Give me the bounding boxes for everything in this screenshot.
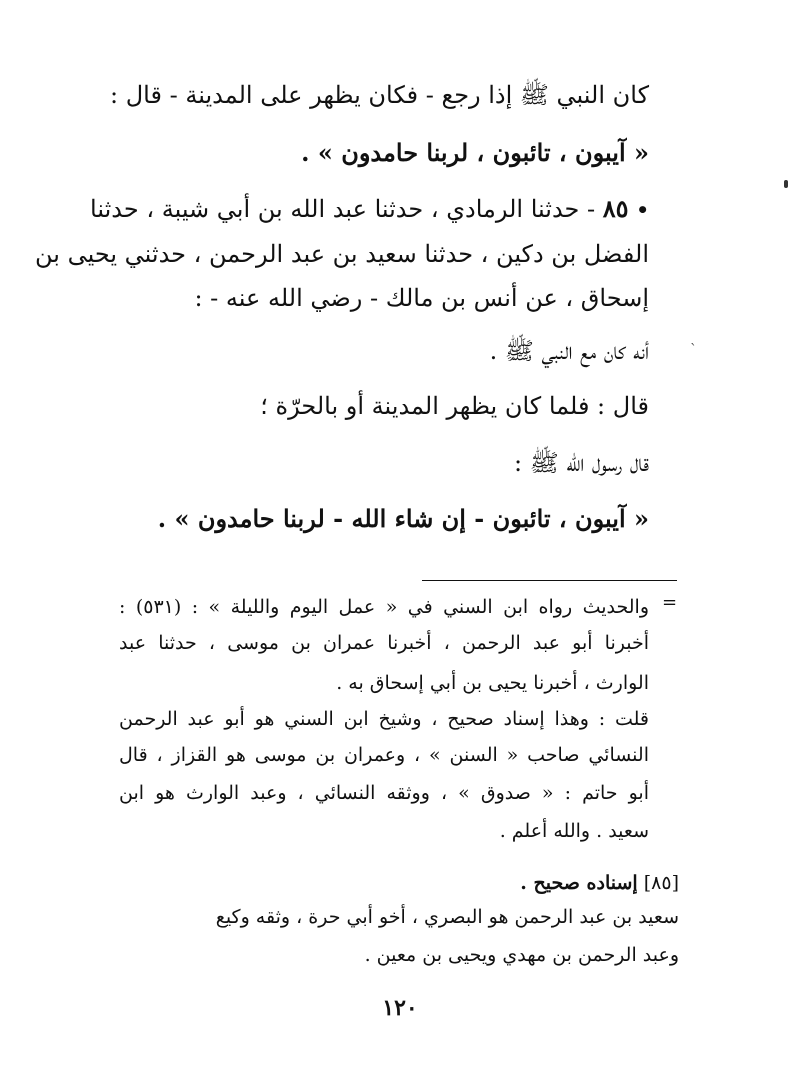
footnote-1-line-7: سعيد . والله أعلم . — [499, 820, 649, 842]
footnote-separator — [422, 580, 677, 581]
hadith-85-line-5: قال : فلما كان يظهر المدينة أو بالحرّة ؛ — [260, 392, 649, 420]
footnote-1-line-3: الوارث ، أخبرنا يحيى بن أبي إسحاق به . — [336, 672, 649, 694]
footnote-1-line-1: والحديث رواه ابن السني في « عمل اليوم والليلة » : (٥٣١) : — [119, 596, 649, 618]
footnote-1-line-4: قلت : وهذا إسناد صحيح ، وشيخ ابن السني هو أبو عبد الرحمن — [119, 708, 649, 730]
hadith-85-line-2: الفضل بن دكين ، حدثنا سعيد بن عبد الرحمن ، حدثني يحيى بن — [35, 240, 649, 268]
hadith-bullet: • — [636, 198, 649, 222]
footnote-1-line-6: أبو حاتم : « صدوق » ، ووثقه النسائي ، وعبد الوارث هو ابن — [119, 782, 649, 804]
main-line-1: كان النبي ﷺ إذا رجع - فكان يظهر على المدينة - قال : — [110, 81, 649, 109]
footnote-1-line-5: النسائي صاحب « السنن » ، وعمران بن موسى هو القزاز ، قال — [119, 744, 649, 766]
hadith-85-line-4: أنه كان مع النبي ﷺ . — [489, 337, 649, 365]
page-edge-mark — [784, 180, 788, 188]
footnote-1-line-2: أخبرنا أبو عبد الرحمن ، أخبرنا عمران بن موسى ، حدثنا عبد — [119, 632, 649, 654]
page-number: ١٢٠ — [382, 995, 418, 1021]
footnote-2-heading-line — [520, 872, 679, 894]
footnote-2-heading: إسناده صحيح . — [520, 872, 638, 894]
footnote-2-ref: [٨٥] — [643, 872, 679, 894]
continuation-mark: = — [662, 592, 678, 613]
main-line-2: « آيبون ، تائبون ، لربنا حامدون » . — [301, 138, 649, 167]
hadith-85-line-7: « آيبون ، تائبون - إن شاء الله - لربنا حامدون » . — [157, 504, 649, 533]
margin-tick: ˋ — [690, 342, 697, 358]
hadith-number: ٨٥ — [602, 194, 629, 223]
hadith-85-line-6: قال رسول الله ﷺ : — [514, 449, 649, 477]
hadith-85-line-1 — [90, 194, 649, 223]
hadith-85-line-3: إسحاق ، عن أنس بن مالك - رضي الله عنه - : — [194, 284, 649, 312]
hadith-85-line-1-text: - حدثنا الرمادي ، حدثنا عبد الله بن أبي شيبة ، حدثنا — [90, 195, 596, 223]
footnote-2-line-2: وعبد الرحمن بن مهدي ويحيى بن معين . — [364, 944, 679, 966]
footnote-2-line-1: سعيد بن عبد الرحمن هو البصري ، أخو أبي حرة ، وثقه وكيع — [215, 906, 679, 928]
